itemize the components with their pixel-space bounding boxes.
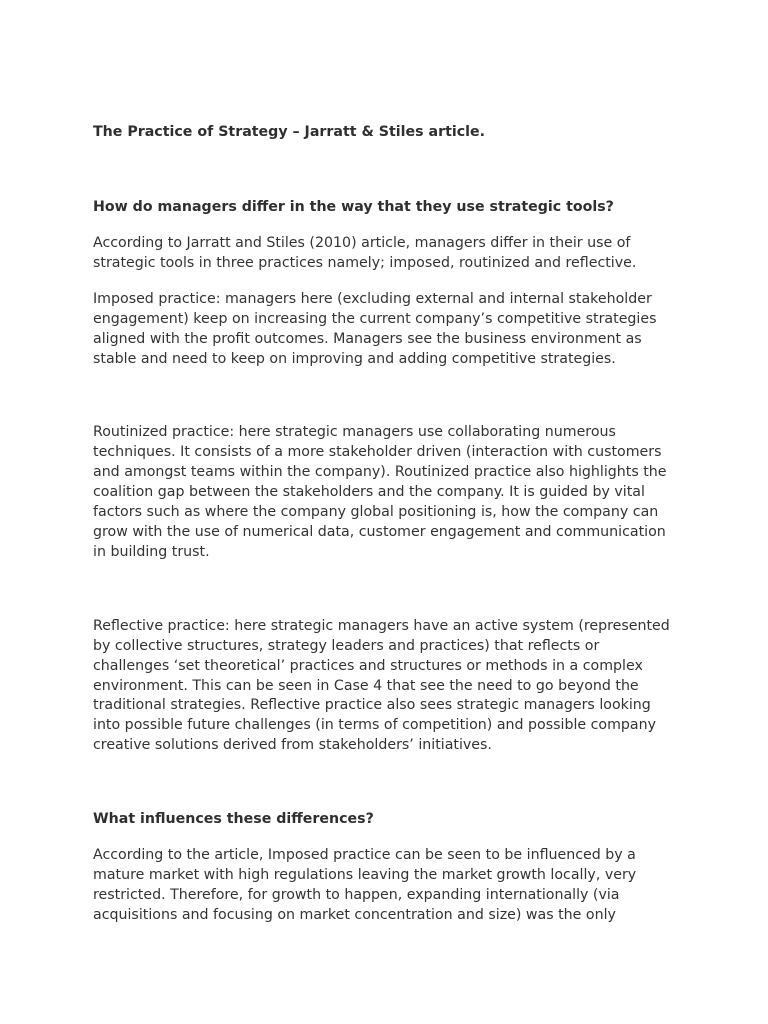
paragraph-intro: According to Jarratt and Stiles (2010) article, managers differ in their use of strategic tools in three practices namely; imposed, routinized and reflective. <box>93 235 637 271</box>
paragraph-reflective-practice: Reflective practice: here strategic managers have an active system (represented by collective structures, strategy leaders and practices) that reflects or challenges ‘set theoretical’ practices and structures or methods in a complex environment. This can be seen in Case 4 that see the need to go beyond the traditional strategies. Reflective practice also sees strategic managers looking into possible future challenges (in terms of competition) and possible company creative solutions derived from stakeholders’ initiatives. <box>93 617 670 754</box>
paragraph-influences: According to the article, Imposed practice can be seen to be influenced by a mature market with high regulations leaving the market growth locally, very restricted. Therefore, for growth to happen, expanding internationally (via acquisitions and focusing on market concentration and size) was the only <box>93 847 637 923</box>
document-title: The Practice of Strategy – Jarratt & Stiles article. <box>93 124 486 140</box>
document-page <box>93 122 678 942</box>
section-heading-managers-differ: How do managers differ in the way that they use strategic tools? <box>93 199 614 215</box>
paragraph-routinized-practice: Routinized practice: here strategic managers use collaborating numerous techniques. It consists of a more stakeholder driven (interaction with customers and amongst teams within the company). Routinized practice also highlights the coalition gap between the stakeholders and the company. It is guided by vital factors such as where the company global positioning is, how the company can grow with the use of numerical data, customer engagement and communication in building trust. <box>93 424 667 560</box>
section-heading-influences: What influences these differences? <box>93 811 374 828</box>
paragraph-imposed-practice: Imposed practice: managers here (excluding external and internal stakeholder engagement) keep on increasing the current company’s competitive strategies aligned with the profit outcomes. Managers see the business environment as stable and need to keep on improving and adding competitive strategies. <box>93 290 657 367</box>
